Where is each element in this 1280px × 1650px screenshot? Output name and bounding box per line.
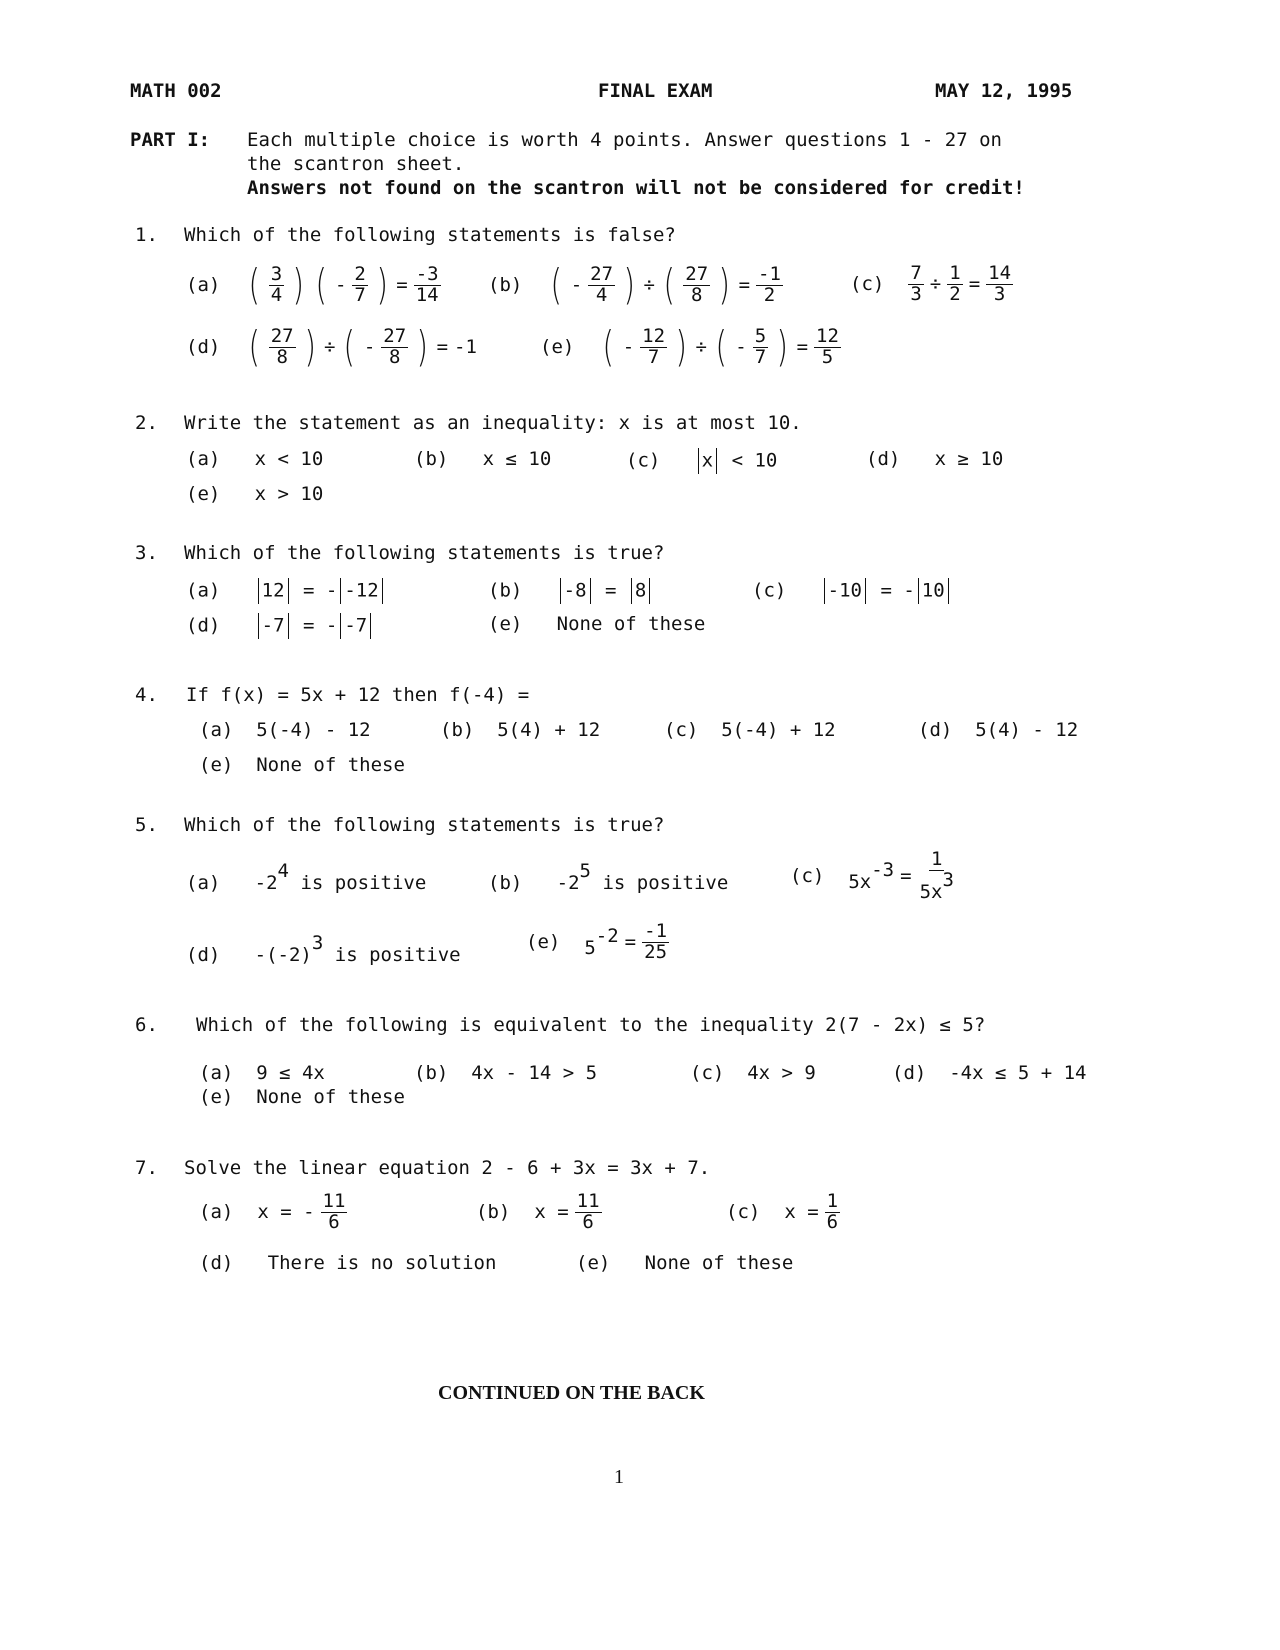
option-label: (e) bbox=[540, 336, 575, 358]
q7-number: 7. bbox=[135, 1157, 158, 1179]
continued-note: CONTINUED ON THE BACK bbox=[438, 1382, 705, 1404]
course-code: MATH 002 bbox=[130, 80, 222, 102]
q3-number: 3. bbox=[135, 542, 158, 564]
q5-option-a[interactable]: (a) $-2^4$ is positive bbox=[186, 860, 427, 894]
q3-stem: Which of the following statements is true? bbox=[184, 542, 665, 564]
q7-stem: Solve the linear equation 2 - 6 + 3x = 3x + 7. bbox=[184, 1157, 711, 1179]
q1-stem: Which of the following statements is false? bbox=[184, 224, 676, 246]
q6-option-c[interactable]: (c) 4x > 9 bbox=[690, 1062, 816, 1084]
q2-option-c[interactable]: (c) x < 10 bbox=[626, 448, 777, 474]
q7-option-a[interactable]: (a) x = - $\frac{11}{6}$ bbox=[199, 1190, 346, 1233]
q6-stem: Which of the following is equivalent to the inequality 2(7 - 2x) ≤ 5? bbox=[196, 1014, 986, 1036]
q6-option-b[interactable]: (b) 4x - 14 > 5 bbox=[414, 1062, 598, 1084]
q1-option-c[interactable]: (c) $\frac{7}{3}$ ÷ $\frac{1}{2}$ = $\frac{14}{3}$ bbox=[850, 262, 1012, 305]
q4-option-b[interactable]: (b) 5(4) + 12 bbox=[440, 719, 601, 741]
q5-option-e[interactable]: (e) $5^{-2}$ = $\frac{-1}{25}$ bbox=[526, 920, 668, 963]
q1-option-d[interactable]: (d) ( $\frac{27}{8}$ ) ÷ ( - $\frac{27}{8}$ ) = -1 bbox=[186, 322, 477, 371]
q1-option-e[interactable]: (e) ( - $\frac{12}{7}$ ) ÷ ( - $\frac{5}{7}$ ) = $\frac{12}{5}$ bbox=[540, 322, 839, 371]
q7-option-d[interactable]: (d) There is no solution bbox=[199, 1252, 497, 1274]
q3-option-b[interactable]: (b) -8 = 8 bbox=[488, 578, 653, 604]
q5-option-c[interactable]: (c) $5x^{-3}$ = $\frac{1}{5x^3}$ bbox=[790, 848, 954, 903]
page-number: 1 bbox=[614, 1466, 624, 1488]
q4-option-a[interactable]: (a) 5(-4) - 12 bbox=[199, 719, 371, 741]
q6-option-d[interactable]: (d) -4x ≤ 5 + 14 bbox=[892, 1062, 1087, 1084]
q7-option-c[interactable]: (c) x = $\frac{1}{6}$ bbox=[726, 1190, 839, 1233]
q1-option-a[interactable]: (a) ( $\frac{3}{4}$ ) ( - $\frac{2}{7}$ ) = $\frac{-3}{14}$ bbox=[186, 260, 439, 309]
q3-option-a[interactable]: (a) 12 = - -12 bbox=[186, 578, 386, 604]
q5-number: 5. bbox=[135, 814, 158, 836]
q2-option-e[interactable]: (e) x > 10 bbox=[186, 483, 324, 505]
exam-date: MAY 12, 1995 bbox=[935, 80, 1073, 102]
option-label: (a) bbox=[186, 274, 221, 296]
q3-option-c[interactable]: (c) -10 = - 10 bbox=[752, 578, 952, 604]
q6-option-a[interactable]: (a) 9 ≤ 4x bbox=[199, 1062, 325, 1084]
q1-option-b[interactable]: (b) ( - $\frac{27}{4}$ ) ÷ ( $\frac{27}{8}$ ) = $\frac{-1}{2}$ bbox=[488, 260, 781, 309]
q2-option-a[interactable]: (a) x < 10 bbox=[186, 448, 324, 470]
part-instructions-line2: the scantron sheet. bbox=[247, 153, 465, 175]
q6-number: 6. bbox=[135, 1014, 158, 1036]
q6-option-e[interactable]: (e) None of these bbox=[199, 1086, 405, 1108]
part-instructions-line1: Each multiple choice is worth 4 points. Answer questions 1 - 27 on bbox=[247, 129, 1002, 151]
exam-title: FINAL EXAM bbox=[598, 80, 713, 102]
q1-number: 1. bbox=[135, 224, 158, 246]
q5-stem: Which of the following statements is true? bbox=[184, 814, 665, 836]
q7-option-e[interactable]: (e) None of these bbox=[576, 1252, 794, 1274]
q2-option-b[interactable]: (b) x ≤ 10 bbox=[414, 448, 552, 470]
q4-stem: If f(x) = 5x + 12 then f(-4) = bbox=[186, 684, 530, 706]
part-label: PART I: bbox=[130, 129, 211, 151]
q5-option-b[interactable]: (b) $-2^5$ is positive bbox=[488, 860, 729, 894]
part-instructions-warning: Answers not found on the scantron will not be considered for credit! bbox=[247, 177, 1025, 199]
q4-option-c[interactable]: (c) 5(-4) + 12 bbox=[664, 719, 836, 741]
option-label: (c) bbox=[850, 273, 885, 296]
q3-option-e[interactable]: (e) None of these bbox=[488, 613, 706, 635]
q2-option-d[interactable]: (d) x ≥ 10 bbox=[866, 448, 1004, 470]
q2-number: 2. bbox=[135, 412, 158, 434]
q7-option-b[interactable]: (b) x = $\frac{11}{6}$ bbox=[476, 1190, 600, 1233]
option-label: (d) bbox=[186, 336, 221, 358]
q5-option-d[interactable]: (d) $-(-2)^3$ is positive bbox=[186, 932, 461, 966]
q2-stem: Write the statement as an inequality: x is at most 10. bbox=[184, 412, 802, 434]
option-label: (b) bbox=[488, 274, 523, 296]
q4-option-e[interactable]: (e) None of these bbox=[199, 754, 405, 776]
q4-option-d[interactable]: (d) 5(4) - 12 bbox=[918, 719, 1079, 741]
q3-option-d[interactable]: (d) -7 = - -7 bbox=[186, 613, 374, 639]
q4-number: 4. bbox=[135, 684, 158, 706]
